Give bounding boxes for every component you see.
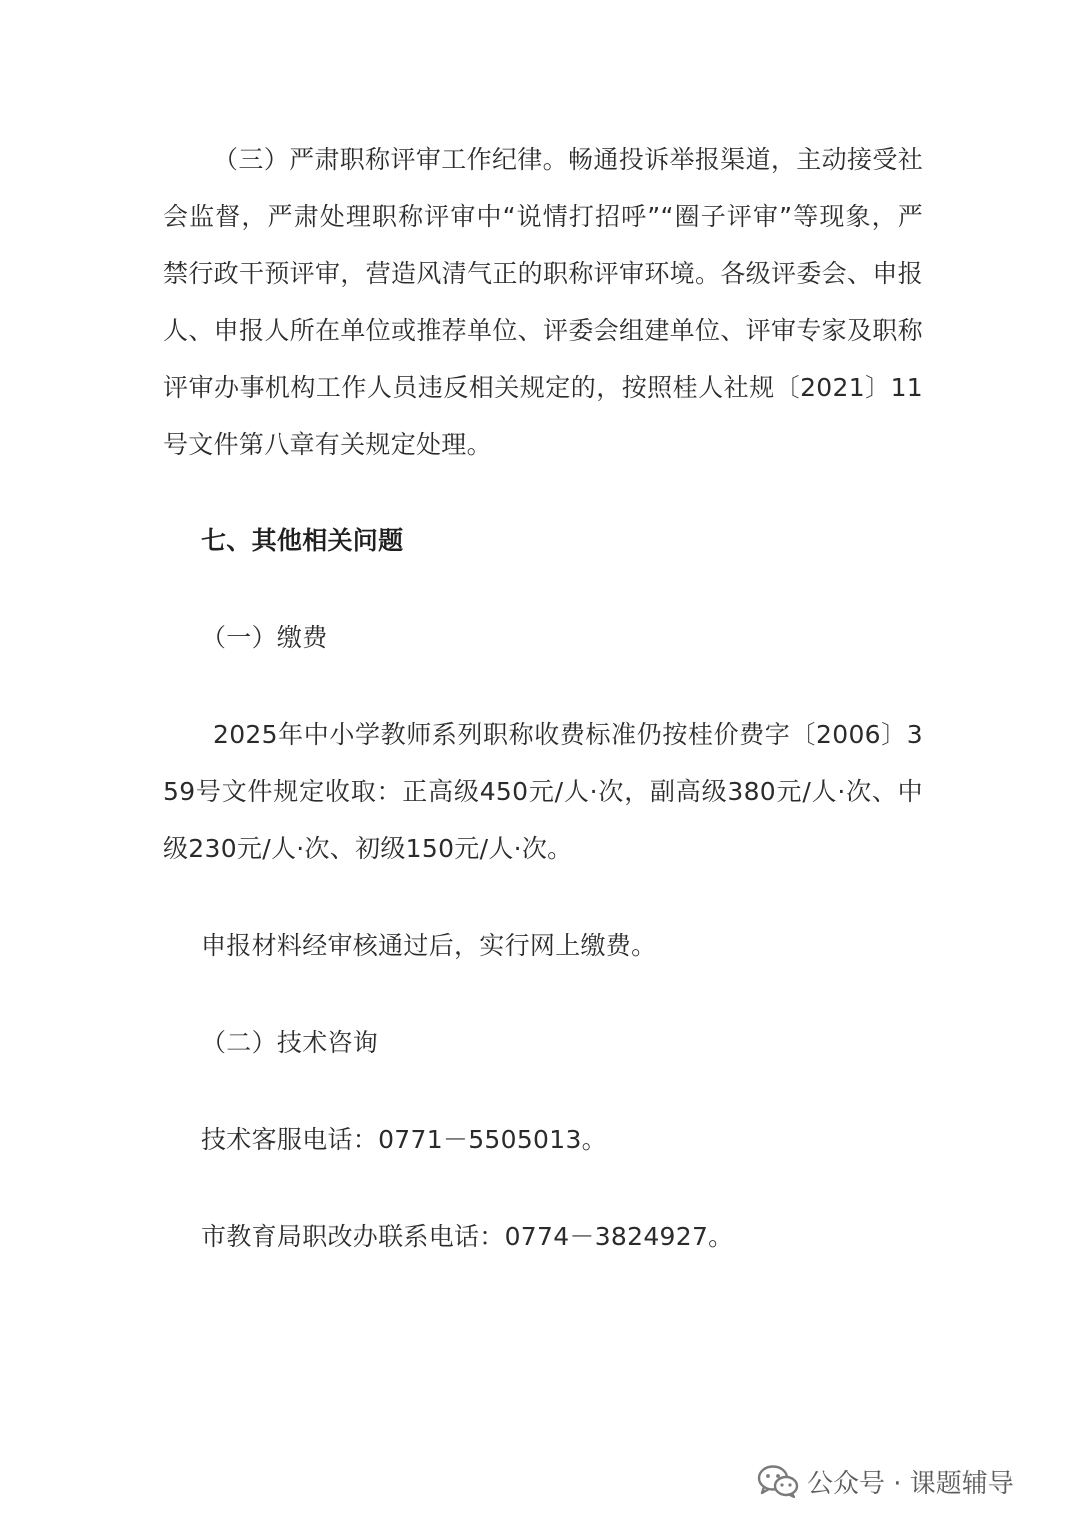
payment-paragraph: 2025年中小学教师系列职称收费标准仍按桂价费字〔2006〕359号文件规定收取：正高级450元/人·次，副高级380元/人·次、中级230元/人·次、初级150元/人·次。 [163,720,923,863]
subheading-tech-consult: （二）技术咨询 [201,1028,379,1057]
section-7-heading: 七、其他相关问题 [201,526,404,555]
tech-phone-paragraph: 技术客服电话：0771－5505013。 [201,1125,607,1154]
watermark-text: 公众号 · 课题辅导 [807,1468,1014,1499]
online-payment-paragraph: 申报材料经审核通过后，实行网上缴费。 [201,931,657,960]
wechat-icon [757,1464,799,1498]
bureau-phone-paragraph: 市教育局职改办联系电话：0774－3824927。 [201,1222,734,1251]
watermark [757,1461,1014,1501]
section-3-paragraph: （三）严肃职称评审工作纪律。畅通投诉举报渠道，主动接受社会监督，严肃处理职称评审中“说情打招呼”“圈子评审”等现象，严禁行政干预评审，营造风清气正的职称评审环境。各级评委会、申报人、申报人所在单位或推荐单位、评委会组建单位、评审专家及职称评审办事机构工作人员违反相关规定的，按照桂人社规〔2021〕11号文件第八章有关规定处理。 [163,145,923,459]
subheading-payment: （一）缴费 [201,623,328,652]
